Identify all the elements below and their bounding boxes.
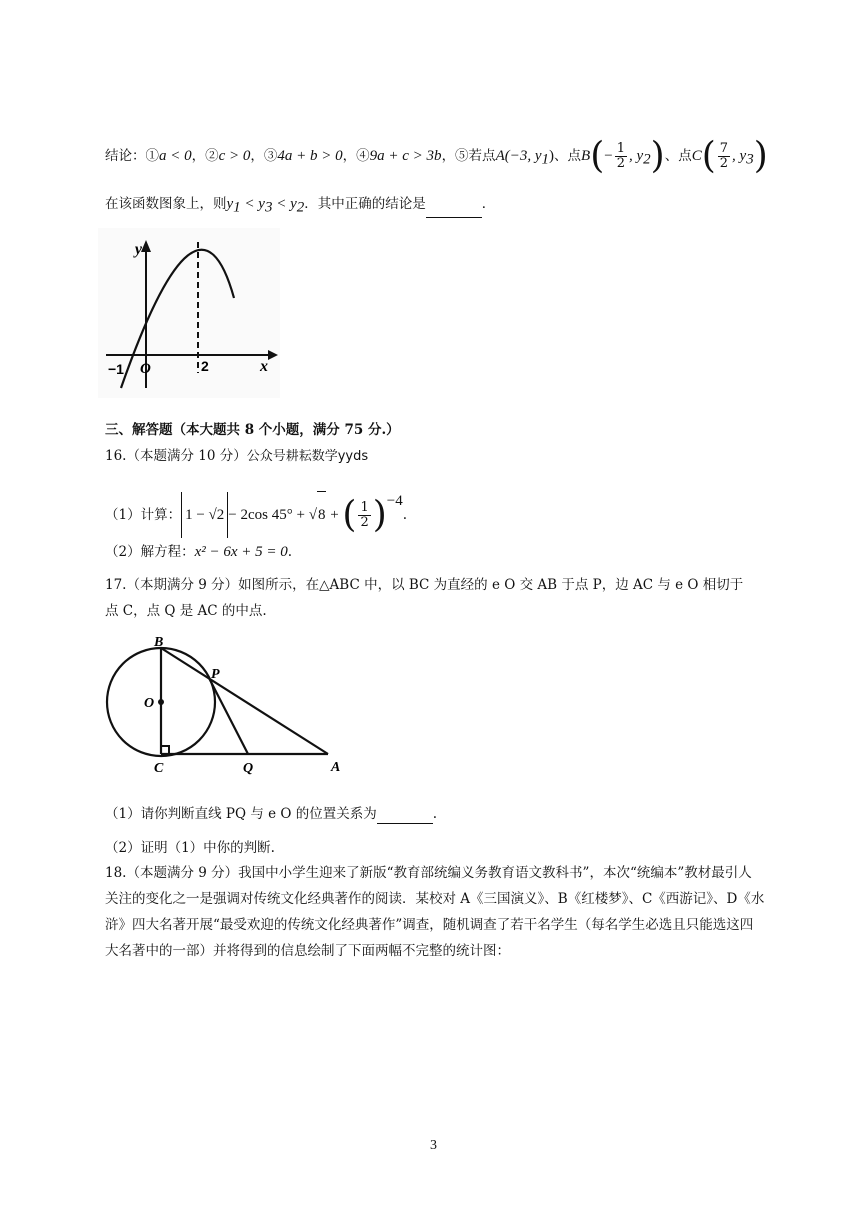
- ineq-sub2: 2: [296, 199, 305, 216]
- q16-head: 16.（本题满分 10 分）: [105, 448, 247, 464]
- q16-p1-num: 1: [360, 500, 369, 515]
- point-c-frac: [718, 142, 730, 171]
- q17-p1-end: .: [432, 806, 438, 822]
- q16-p1-frac: [358, 501, 370, 530]
- label-c: C: [154, 761, 164, 775]
- conclusions-label: 结论：: [105, 148, 146, 164]
- x-axis-label: x: [260, 358, 268, 375]
- q16-p2-eq: x² − 6x + 5 = 0: [194, 544, 288, 560]
- label-b: B: [154, 635, 164, 650]
- q16-header: [105, 446, 368, 467]
- ineq-y1: y: [226, 196, 234, 212]
- segment-pq: [209, 678, 248, 754]
- center-dot: [158, 699, 164, 705]
- two-label: 2: [201, 358, 209, 374]
- point-b-den: 2: [616, 156, 625, 171]
- label-a: A: [331, 760, 341, 775]
- segment-ba: [161, 648, 328, 754]
- c3-marker: ，③: [250, 148, 278, 164]
- q16-p1-abs: 1 − √2: [181, 492, 228, 538]
- q17-text2: 点 C，点 Q 是 AC 的中点.: [105, 603, 267, 619]
- q16-p1-mid: − 2cos 45° +: [228, 507, 309, 523]
- point-b-label: B: [581, 148, 591, 164]
- line2-text2: ．其中正确的结论是: [304, 196, 426, 212]
- c1-marker: ①: [145, 148, 159, 164]
- line2-text1: 在该函数图象上，则: [105, 196, 227, 212]
- right-angle-mark: [161, 746, 169, 754]
- point-c-label: C: [691, 148, 702, 164]
- ineq-lt2: < y: [272, 196, 297, 212]
- q17-text1: 17.（本期满分 9 分）如图所示，在△ABC 中，以 BC 为直经的 e O 交 AB 于点 P，边 AC 与 e O 相切于: [105, 577, 744, 593]
- q16-p1-plus: +: [326, 507, 343, 523]
- q17-p1-text: （1）请你判断直线 PQ 与 e O 的位置关系为: [105, 806, 377, 822]
- c4-marker: ，④: [342, 148, 370, 164]
- q16-p1-sqrt: 8: [317, 491, 327, 538]
- point-b-num: 1: [616, 141, 625, 156]
- ineq-sub3: 3: [264, 199, 273, 216]
- q18-text: 18.（本题满分 9 分）我国中小学生迎来了新版“教育部统编义务教育语文教科书”，本次“统编本”教材最引人关注的变化之一是强调对传统文化经典著作的阅读．某校对 A《三国演义》、B《红楼梦》、C《西游记》、D《水浒》四大名著开展“最受欢迎的传统文化经典著作”调查，随机调查了若干名学生（每名学生必选且只能选这四大名著中的一部）并将得到的信息绘制了下面两幅不完整的统计图：: [105, 865, 765, 959]
- ineq-sub1: 1: [233, 199, 241, 216]
- circle-figure: [100, 630, 350, 775]
- y-axis-label: y: [134, 241, 142, 258]
- point-a-sub: 1: [541, 151, 550, 168]
- line2-end: ．: [481, 196, 496, 212]
- q16-part2: [105, 542, 292, 562]
- c3-math: 4a + b > 0: [277, 148, 343, 164]
- conclusion-question-line: [105, 194, 495, 218]
- parabola-figure: [98, 228, 280, 398]
- point-c-sub: 3: [746, 151, 754, 168]
- point-a-coords: (−3, y: [504, 148, 542, 164]
- point-b-tail: , y: [628, 148, 644, 164]
- conclusions-line: 结论：①a < 0，②c > 0，③4a + b > 0，④9a + c > 3b，⑤若点A(−3, $y_1$)、点B(− $\frac{1}{2}$ , $y_2$)、点C( $\frac{7}{2}$ , $y_3$): [105, 135, 768, 177]
- point-a-label: A: [495, 148, 505, 164]
- page-number: 3: [430, 1138, 437, 1153]
- point-b-frac: [615, 142, 627, 171]
- point-b-sub: 2: [643, 151, 651, 168]
- origin-label: O: [140, 361, 151, 377]
- neg-one-label: −1: [108, 361, 124, 377]
- label-p: P: [211, 667, 220, 682]
- sep1: 、点: [554, 148, 582, 164]
- c2-math: c > 0: [218, 148, 251, 164]
- q16-p1-den: 2: [360, 515, 369, 530]
- point-c-tail: , y: [732, 148, 747, 164]
- q17-part2: （2）证明（1）中你的判断.: [105, 840, 275, 856]
- q16-p1-exp: −4: [386, 493, 403, 509]
- q17-part1: [105, 804, 437, 824]
- q16-part1: （1）计算： 1 − √2 − 2cos 45° + √8 + ( $\frac{1}{2}$ )$^{-4}$.: [105, 478, 407, 524]
- c2-marker: ，②: [191, 148, 219, 164]
- section-title: 三、解答题（本大题共 8 个小题，满分 75 分.）: [105, 422, 400, 438]
- sep2: 、点: [664, 148, 692, 164]
- watermark-text: 公众号耕耘数学yyds: [246, 449, 369, 464]
- point-c-num: 7: [719, 141, 729, 156]
- label-q: Q: [243, 761, 254, 775]
- c4-math: 9a + c > 3b: [369, 148, 442, 164]
- ineq-lt1: < y: [240, 196, 265, 212]
- q16-p2-end: .: [287, 544, 293, 560]
- q16-p2-label: （2）解方程：: [105, 544, 195, 560]
- point-c-den: 2: [719, 156, 729, 171]
- answer-blank-17[interactable]: [377, 809, 433, 824]
- c5-marker: ，⑤若点: [441, 148, 496, 164]
- q16-p1-end: .: [402, 507, 408, 523]
- label-o: O: [144, 696, 155, 711]
- answer-blank-15[interactable]: [426, 203, 482, 218]
- c1-math: a < 0: [159, 148, 192, 164]
- q16-p1-label: （1）计算：: [105, 507, 182, 523]
